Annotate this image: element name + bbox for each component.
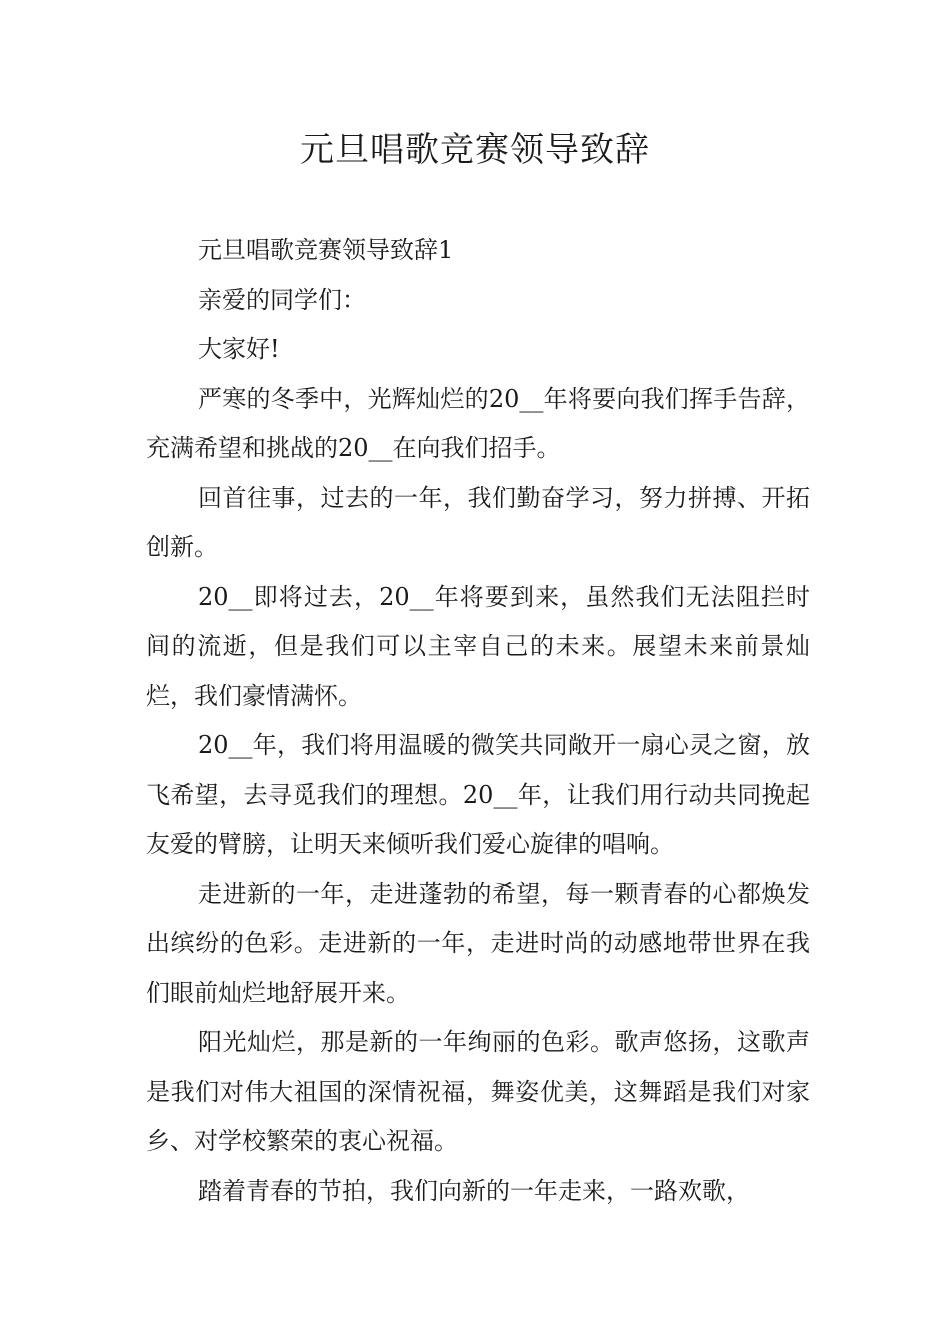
document-body — [146, 226, 810, 1216]
paragraph: 踏着青春的节拍，我们向新的一年走来，一路欢歌， — [198, 1176, 750, 1205]
paragraph: 走进新的一年，走进蓬勃的希望，每一颗青春的心都焕发出缤纷的色彩。走进新的一年，走进时尚的动感地带世界在我们眼前灿烂地舒展开来。 — [146, 879, 810, 1007]
page-title: 元旦唱歌竞赛领导致辞 — [300, 130, 650, 170]
paragraph: 阳光灿烂，那是新的一年绚丽的色彩。歌声悠扬，这歌声是我们对伟大祖国的深情祝福，舞姿优美，这舞蹈是我们对家乡、对学校繁荣的衷心祝福。 — [146, 1028, 810, 1155]
paragraph-subtitle: 元旦唱歌竞赛领导致辞1 — [198, 236, 454, 264]
paragraph: 20__年，我们将用温暖的微笑共同敞开一扇心灵之窗，放飞希望，去寻觅我们的理想。20__年，让我们用行动共同挽起友爱的臂膀，让明天来倾听我们爱心旋律的唱响。 — [146, 731, 810, 858]
paragraph-salutation: 亲爱的同学们： — [198, 285, 366, 314]
paragraph: 回首往事，过去的一年，我们勤奋学习，努力拼搏、开拓创新。 — [146, 483, 810, 561]
paragraph-greeting: 大家好! — [198, 335, 280, 363]
paragraph: 严寒的冬季中，光辉灿烂的20__年将要向我们挥手告辞，充满希望和挑战的20__在向我们招手。 — [146, 384, 810, 462]
paragraph: 20__即将过去，20__年将要到来，虽然我们无法阻拦时间的流逝，但是我们可以主宰自己的未来。展望未来前景灿烂，我们豪情满怀。 — [146, 582, 810, 710]
